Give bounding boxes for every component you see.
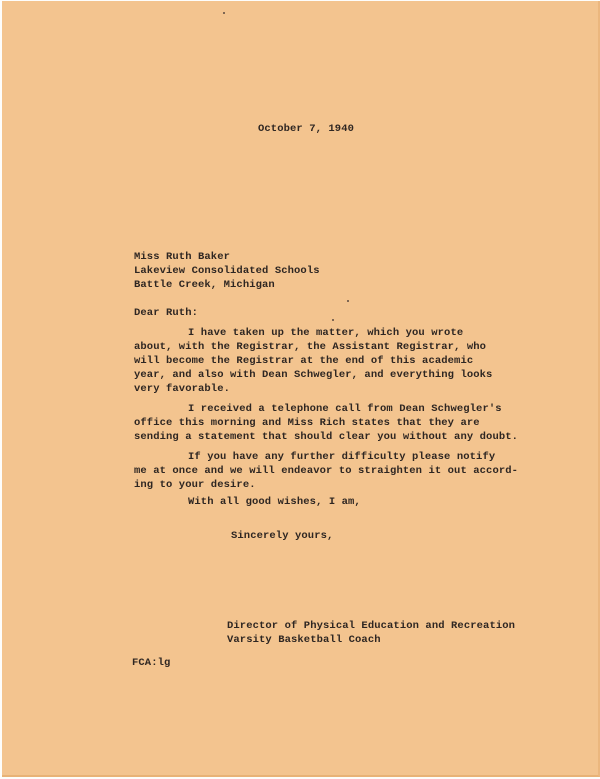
reference-initials: FCA:lg [132, 657, 171, 669]
complimentary-close: Sincerely yours, [231, 530, 334, 542]
paragraph-1-line-4: year, and also with Dean Schwegler, and everything looks [134, 369, 493, 381]
paper-speck [223, 12, 225, 14]
paragraph-2-line-2: office this morning and Miss Rich states that they are [134, 417, 480, 429]
paragraph-3-line-1: If you have any further difficulty please notify [188, 451, 496, 463]
recipient-organization: Lakeview Consolidated Schools [134, 265, 320, 277]
recipient-name: Miss Ruth Baker [134, 251, 231, 263]
paragraph-1-line-3: will become the Registrar at the end of this academic [134, 355, 474, 367]
paper-speck [347, 300, 349, 302]
letter-page [2, 1, 600, 777]
closing-line: With all good wishes, I am, [188, 496, 361, 508]
paragraph-3-line-3: ing to your desire. [134, 479, 256, 491]
paragraph-2-line-3: sending a statement that should clear you without any doubt. [134, 431, 519, 443]
paragraph-1-line-2: about, with the Registrar, the Assistant Registrar, who [134, 341, 487, 353]
salutation: Dear Ruth: [134, 307, 199, 319]
signature-title-2: Varsity Basketball Coach [227, 634, 381, 646]
paper-speck [332, 319, 334, 321]
letter-date: October 7, 1940 [258, 123, 355, 135]
paragraph-1-line-1: I have taken up the matter, which you wrote [188, 327, 464, 339]
signature-title-1: Director of Physical Education and Recreation [227, 620, 516, 632]
recipient-city: Battle Creek, Michigan [134, 279, 275, 291]
paragraph-1-line-5: very favorable. [134, 383, 231, 395]
paragraph-3-line-2: me at once and we will endeavor to straighten it out accord- [134, 465, 519, 477]
paragraph-2-line-1: I received a telephone call from Dean Schwegler's [188, 403, 502, 415]
